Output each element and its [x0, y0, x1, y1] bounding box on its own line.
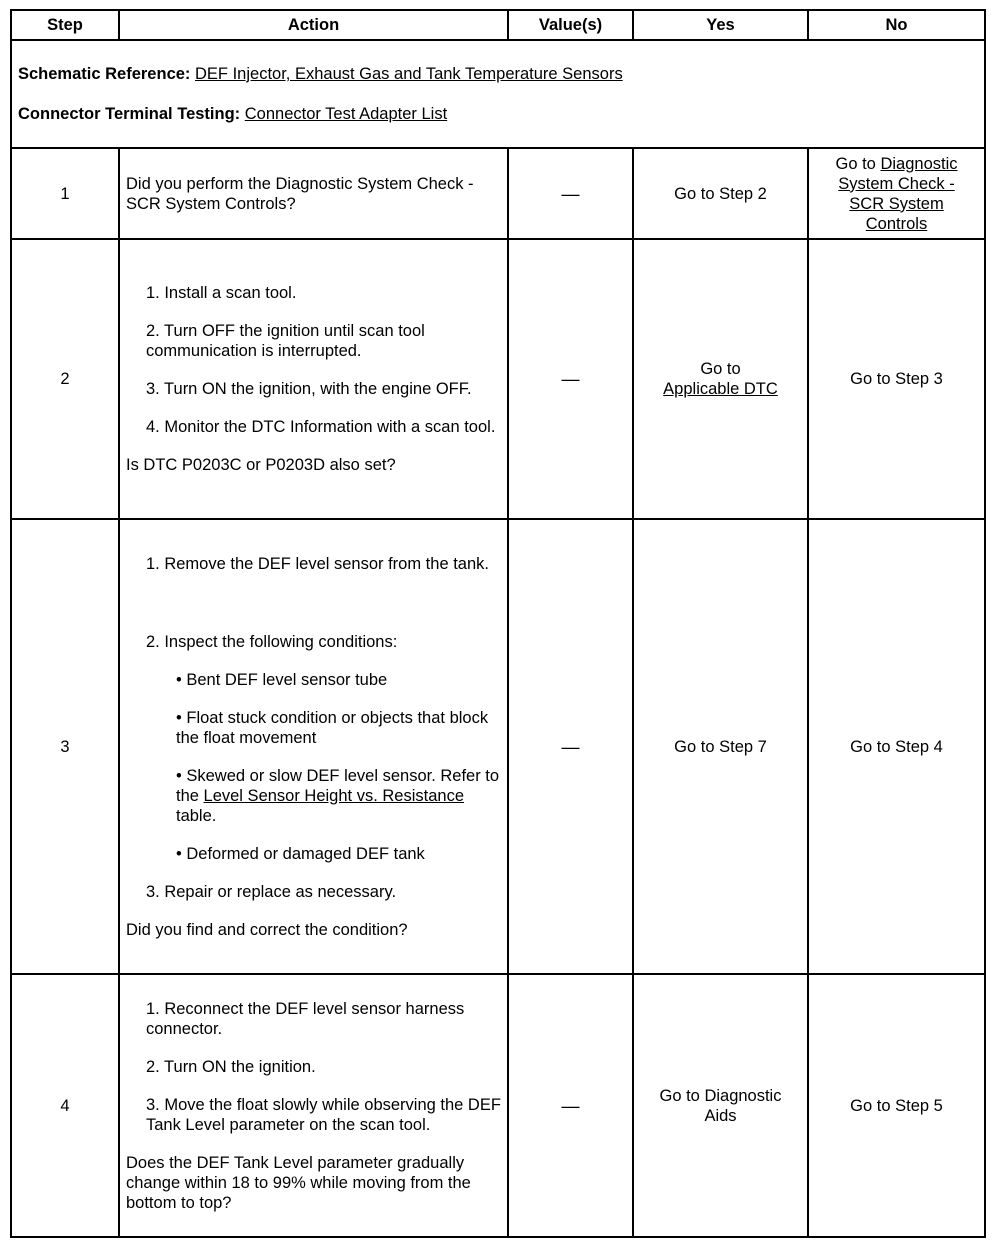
step-yes: Go to Step 7 — [633, 519, 808, 974]
step-no: Go to Step 4 — [808, 519, 985, 974]
step-question: Did you perform the Diagnostic System Check - SCR System Controls? — [126, 174, 474, 213]
connector-test-adapter-link[interactable]: Connector Test Adapter List — [244, 105, 448, 123]
step-question: Is DTC P0203C or P0203D also set? — [126, 456, 396, 474]
action-item: 3. Move the float slowly while observing the DEF Tank Level parameter on the scan tool. — [146, 1095, 501, 1134]
action-item: 1. Install a scan tool. — [146, 284, 297, 302]
action-item: 2. Inspect the following conditions: — [146, 632, 398, 651]
step-number: 3 — [11, 519, 119, 974]
step-value: — — [508, 519, 633, 974]
connector-testing-label: Connector Terminal Testing: — [18, 105, 241, 123]
action-item: 3. Repair or replace as necessary. — [146, 882, 397, 901]
action-item: 4. Monitor the DTC Information with a scan tool. — [146, 418, 496, 436]
step-value: — — [508, 974, 633, 1237]
step-yes: Go to Diagnostic Aids — [633, 974, 808, 1237]
step-no: Go to Step 3 — [808, 239, 985, 519]
header-yes: Yes — [633, 10, 808, 40]
step-row-1 — [11, 148, 985, 239]
header-step: Step — [11, 10, 119, 40]
step-action — [119, 148, 508, 239]
condition-bullet: • Bent DEF level sensor tube — [176, 670, 388, 689]
action-item: 1. Reconnect the DEF level sensor harness connector. — [146, 999, 465, 1038]
action-item: 2. Turn ON the ignition. — [146, 1057, 316, 1076]
reference-cell — [11, 40, 985, 148]
step-question: Did you find and correct the condition? — [126, 920, 408, 939]
action-item: 3. Turn ON the ignition, with the engine OFF. — [146, 380, 472, 398]
step-number: 4 — [11, 974, 119, 1237]
step-yes: Go to Step 2 — [633, 148, 808, 239]
level-sensor-height-link[interactable]: Level Sensor Height vs. Resistance — [203, 786, 464, 805]
header-row — [11, 10, 985, 40]
schematic-reference-link[interactable]: DEF Injector, Exhaust Gas and Tank Temperature Sensors — [195, 65, 623, 83]
step-row-3 — [11, 519, 985, 974]
schematic-reference — [18, 64, 978, 84]
condition-bullet: • Float stuck condition or objects that block the float movement — [176, 708, 489, 747]
step-question: Does the DEF Tank Level parameter gradually change within 18 to 99% while moving from the bottom to top? — [126, 1153, 471, 1212]
step-value: — — [508, 148, 633, 239]
action-item: 2. Turn OFF the ignition until scan tool communication is interrupted. — [146, 322, 425, 360]
step-action — [119, 519, 508, 974]
step-number: 1 — [11, 148, 119, 239]
diagnostic-table — [10, 9, 986, 1238]
step-number: 2 — [11, 239, 119, 519]
condition-bullet — [176, 766, 501, 826]
step-row-2 — [11, 239, 985, 519]
step-no-prefix: Go to — [835, 154, 876, 173]
schematic-reference-label: Schematic Reference: — [18, 65, 191, 83]
bullet-text: table. — [176, 806, 217, 825]
reference-row — [11, 40, 985, 148]
header-values: Value(s) — [508, 10, 633, 40]
diagnostic-system-check-link[interactable]: Diagnostic System Check - SCR System Controls — [838, 154, 958, 233]
header-action: Action — [119, 10, 508, 40]
step-yes-prefix: Go to — [700, 360, 741, 378]
step-no — [808, 148, 985, 239]
header-no: No — [808, 10, 985, 40]
diagnostic-procedure — [10, 9, 984, 1238]
bullet-text: • Skewed or slow DEF level sensor. Refer to the — [176, 766, 500, 805]
connector-terminal-testing — [18, 104, 978, 124]
step-action — [119, 239, 508, 519]
step-action — [119, 974, 508, 1237]
action-item: 1. Remove the DEF level sensor from the tank. — [146, 554, 489, 573]
step-no: Go to Step 5 — [808, 974, 985, 1237]
applicable-dtc-link[interactable]: Applicable DTC — [663, 380, 778, 398]
step-row-4 — [11, 974, 985, 1237]
condition-bullet: • Deformed or damaged DEF tank — [176, 844, 425, 863]
step-value: — — [508, 239, 633, 519]
step-yes — [633, 239, 808, 519]
